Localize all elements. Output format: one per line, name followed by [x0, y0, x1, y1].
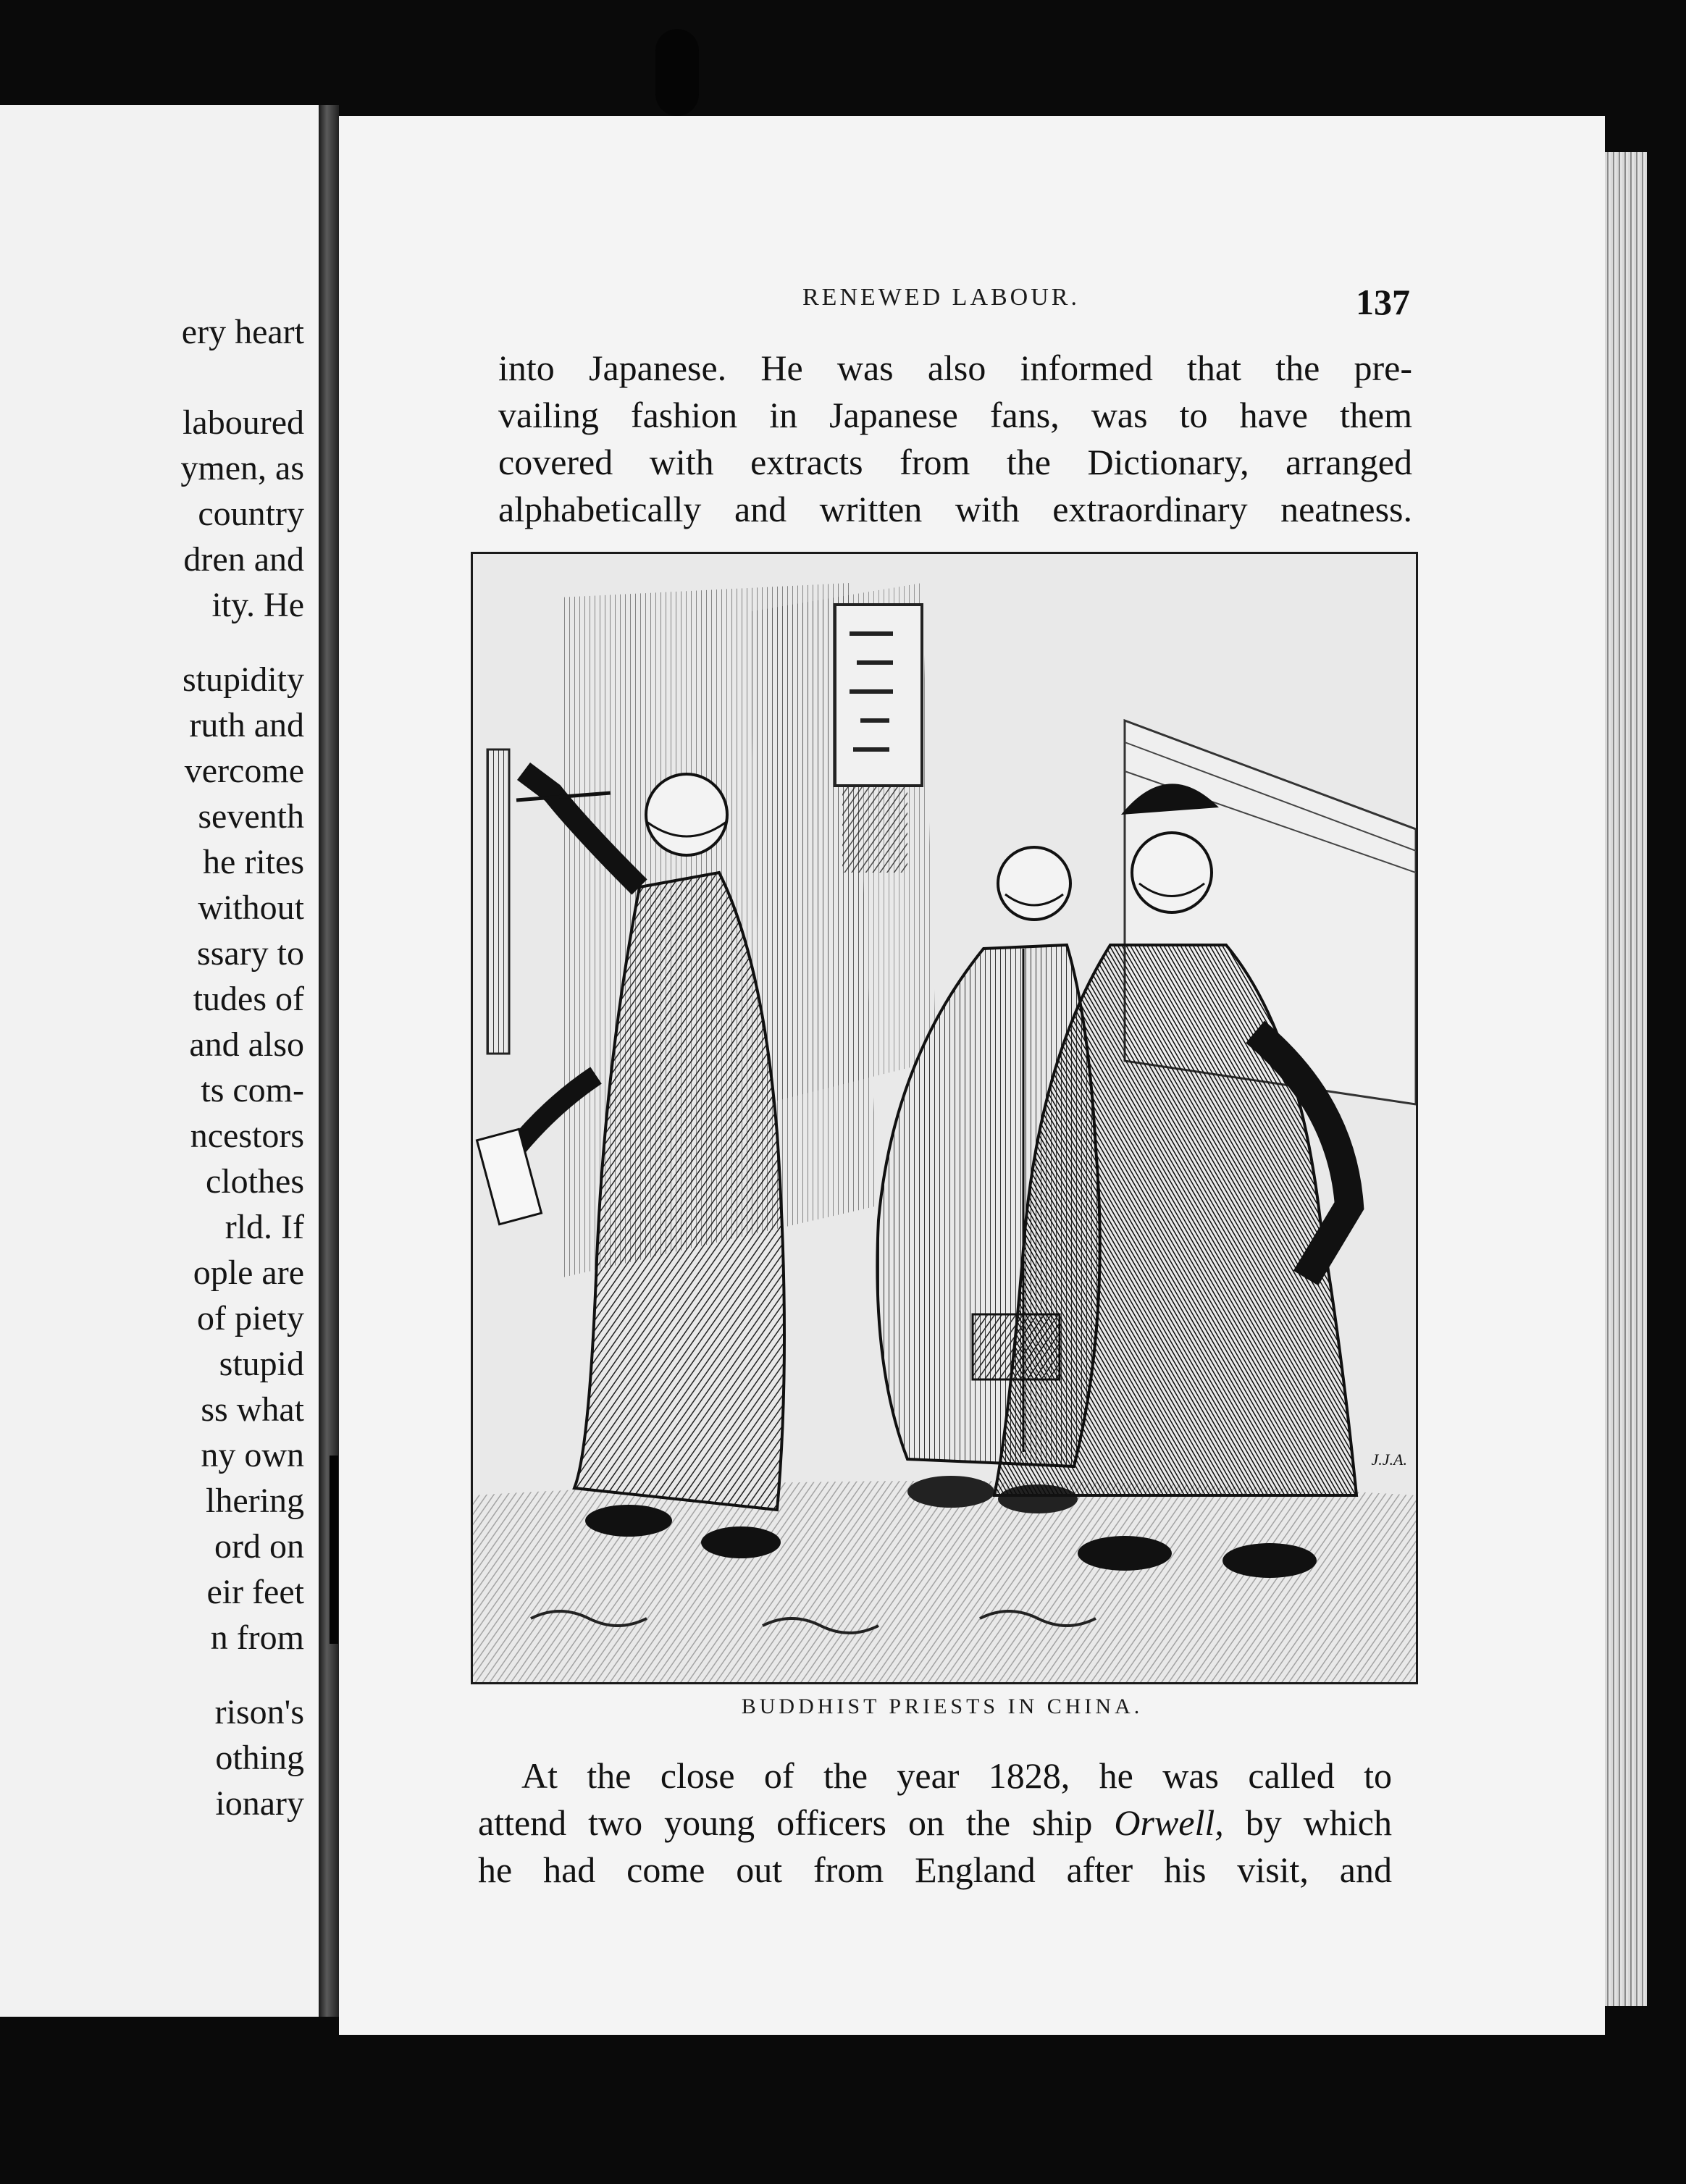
left-line: n from — [210, 1618, 304, 1657]
left-line: ity. He — [211, 586, 304, 624]
text-line: At the close of the year 1828, he was called to — [521, 1755, 1392, 1796]
left-line: lhering — [206, 1482, 304, 1520]
text-line: alphabetically and written with extraordinary neatness. — [498, 489, 1412, 529]
left-line: and also — [189, 1025, 304, 1064]
running-head: RENEWED LABOUR. — [802, 284, 1080, 311]
left-line: ruth and — [189, 706, 304, 744]
left-line: seventh — [198, 797, 304, 836]
text-line: into Japanese. He was also informed that the pre- — [498, 348, 1412, 388]
top-paragraph — [498, 345, 1412, 533]
left-line: stupid — [219, 1345, 304, 1383]
left-line: ss what — [201, 1390, 304, 1429]
engraving-illustration — [471, 552, 1418, 1684]
left-line: country — [198, 495, 304, 533]
left-line: laboured — [183, 403, 304, 442]
left-line: othing — [215, 1739, 304, 1777]
left-line: rld. If — [225, 1208, 304, 1246]
left-line: clothes — [206, 1162, 304, 1201]
text-line: he had come out from England after his visit, and — [478, 1849, 1392, 1890]
left-line: ssary to — [197, 934, 304, 973]
book-gutter — [319, 105, 339, 2017]
left-line: ymen, as — [180, 449, 304, 487]
engraver-signature: J.J.A. — [1371, 1450, 1407, 1469]
left-line: ery heart — [181, 313, 304, 351]
left-line: eir feet — [206, 1573, 304, 1611]
left-line: ord on — [214, 1527, 304, 1566]
left-line: ny own — [201, 1436, 304, 1474]
left-line: ncestors — [190, 1117, 304, 1155]
text-fragment: by which — [1223, 1802, 1392, 1843]
left-line: dren and — [183, 540, 304, 579]
left-line: ts com- — [201, 1071, 304, 1109]
left-line: vercome — [184, 752, 304, 790]
engraving-drawing — [473, 554, 1416, 1682]
left-line: of piety — [197, 1299, 304, 1337]
figure-caption: BUDDHIST PRIESTS IN CHINA. — [741, 1694, 1144, 1718]
text-line: covered with extracts from the Dictionary, arranged — [498, 442, 1412, 482]
text-line: vailing fashion in Japanese fans, was to have them — [498, 395, 1412, 435]
bottom-paragraph — [478, 1752, 1392, 1894]
left-line: stupidity — [182, 660, 304, 699]
text-fragment: attend two young officers on the ship — [478, 1802, 1115, 1843]
page-number: 137 — [1356, 282, 1410, 322]
text-line-with-ship-name — [478, 1799, 1392, 1847]
left-line: ionary — [215, 1784, 304, 1823]
left-line: ople are — [193, 1253, 304, 1292]
left-line: he rites — [203, 843, 304, 881]
clip-shadow — [655, 29, 699, 116]
binding-shadow — [330, 1456, 338, 1644]
left-line: rison's — [214, 1693, 304, 1731]
page-edges — [1605, 152, 1647, 2006]
left-page — [0, 105, 319, 2017]
ship-name: Orwell, — [1114, 1802, 1224, 1843]
left-line: tudes of — [193, 980, 304, 1018]
left-line: without — [198, 889, 304, 927]
